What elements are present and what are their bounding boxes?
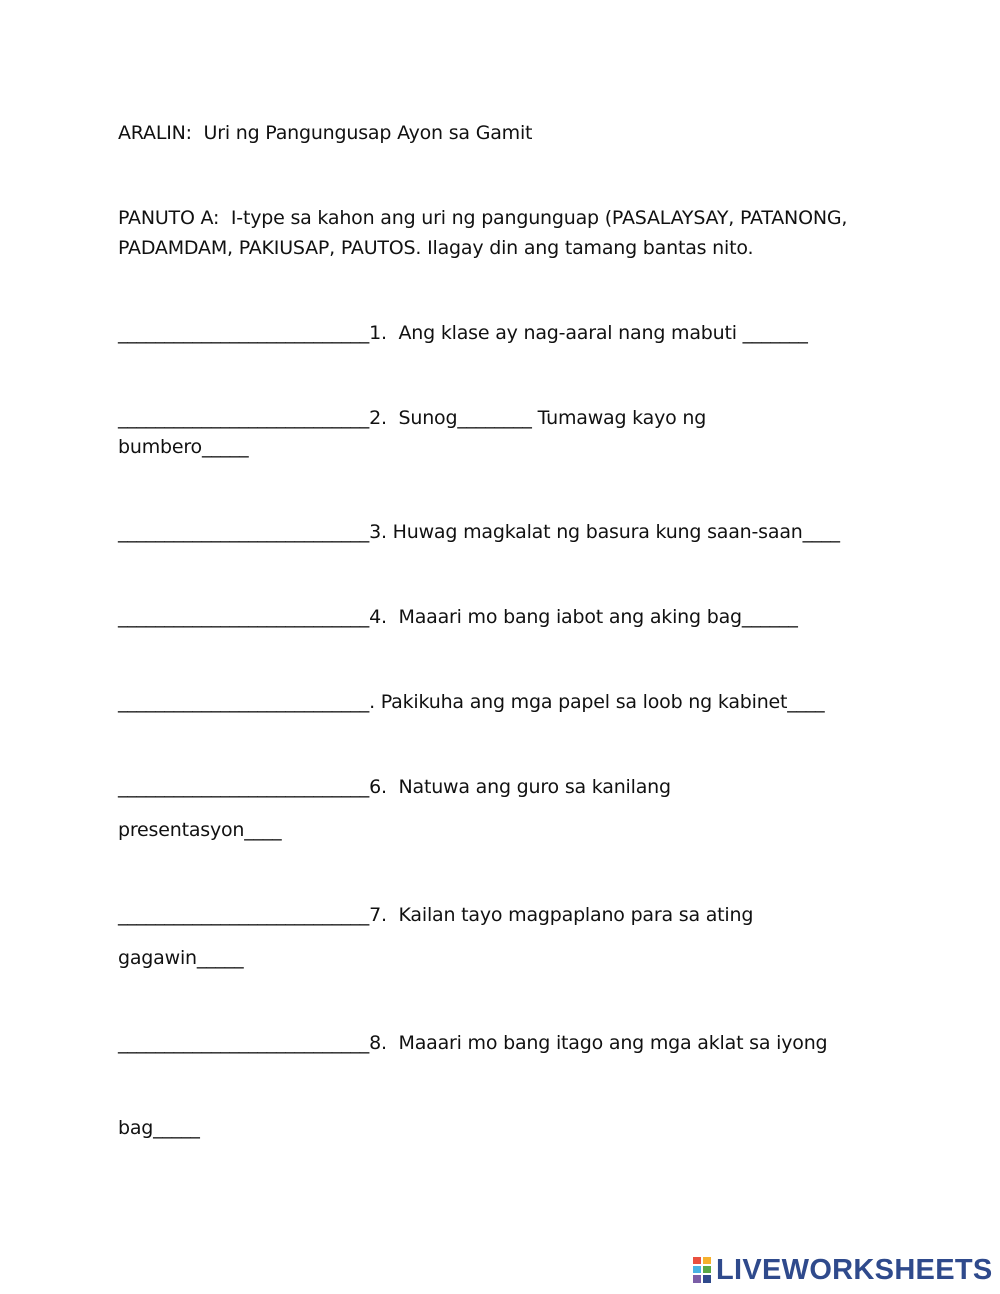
item-5: ___________________________. Pakikuha ang mga papel sa loob ng kabinet____ [118, 691, 825, 713]
item-1: ___________________________1. Ang klase ay nag-aaral nang mabuti _______ [118, 322, 808, 344]
item-8-continued: bag_____ [118, 1117, 200, 1139]
item-8: ___________________________8. Maaari mo bang itago ang mga aklat sa iyong [118, 1032, 828, 1054]
item-2: ___________________________2. Sunog________ Tumawag kayo ng [118, 407, 707, 429]
logo-wordmark: LIVEWORKSHEETS [716, 1253, 993, 1286]
logo-block-navy [702, 1274, 712, 1284]
liveworksheets-logo-icon [692, 1256, 712, 1284]
item-2-continued: bumbero_____ [118, 436, 249, 458]
item-7-continued: gagawin_____ [118, 947, 244, 969]
liveworksheets-logo[interactable] [692, 1254, 993, 1286]
logo-block-purple [692, 1274, 702, 1284]
instructions-line-2: PADAMDAM, PAKIUSAP, PAUTOS. Ilagay din ang tamang bantas nito. [118, 237, 754, 259]
item-7: ___________________________7. Kailan tayo magpaplano para sa ating [118, 904, 754, 926]
item-6-continued: presentasyon____ [118, 819, 282, 841]
lesson-title: ARALIN: Uri ng Pangungusap Ayon sa Gamit [118, 122, 533, 144]
logo-block-green [702, 1265, 712, 1274]
item-6: ___________________________6. Natuwa ang guro sa kanilang [118, 776, 671, 798]
instructions-line-1: PANUTO A: I-type sa kahon ang uri ng pangunguap (PASALAYSAY, PATANONG, [118, 207, 848, 229]
item-4: ___________________________4. Maaari mo bang iabot ang aking bag______ [118, 606, 798, 628]
logo-block-red [692, 1256, 702, 1265]
item-3: ___________________________3. Huwag magkalat ng basura kung saan-saan____ [118, 521, 840, 543]
logo-block-blue [692, 1265, 702, 1274]
logo-block-yellow [702, 1256, 712, 1265]
